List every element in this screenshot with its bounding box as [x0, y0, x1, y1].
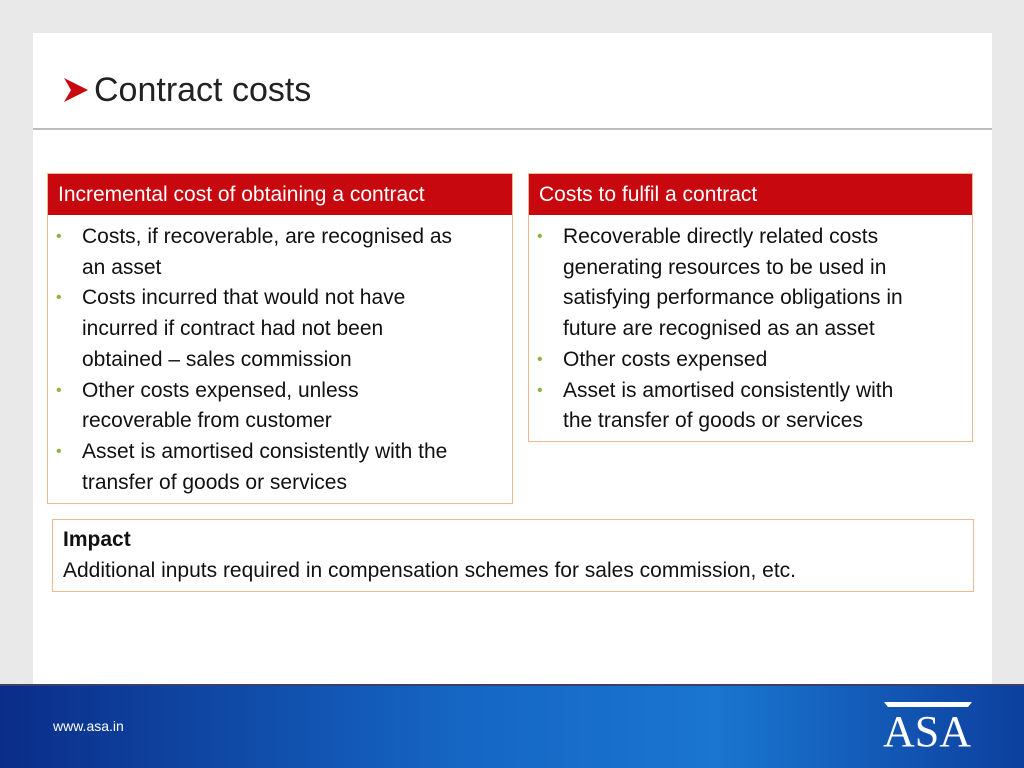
- bullet-text: Other costs expensed, unless: [82, 378, 359, 402]
- bullet-line: [529, 345, 974, 376]
- bullet-line: [48, 283, 514, 314]
- bullet-dot-icon: •: [56, 289, 62, 307]
- slide-title-text: Contract costs: [94, 70, 312, 109]
- asa-logo-text: ASA: [882, 707, 972, 752]
- bullet-text: the transfer of goods or services: [563, 409, 863, 433]
- bullet-line: [48, 437, 514, 468]
- bullet-dot-icon: •: [56, 442, 62, 460]
- bullet-line: [48, 468, 514, 499]
- box-obtaining: [47, 173, 513, 504]
- bullet-dot-icon: •: [537, 350, 543, 368]
- bullet-line: [48, 222, 514, 253]
- bullet-line: [529, 406, 974, 437]
- bullet-text: future are recognised as an asset: [563, 317, 875, 341]
- title-divider: [33, 128, 992, 130]
- bullet-dot-icon: •: [537, 381, 543, 399]
- bullet-text: an asset: [82, 255, 162, 279]
- impact-text: Additional inputs required in compensation schemes for sales commission, etc.: [63, 559, 797, 582]
- box-obtaining-list: [48, 222, 514, 498]
- bullet-text: Costs, if recoverable, are recognised as: [82, 225, 453, 248]
- bullet-text: obtained – sales commission: [82, 347, 352, 371]
- footer-edge: [0, 684, 1024, 686]
- arrow-bullet-icon: [62, 75, 90, 105]
- box-fulfil-heading: Costs to fulfil a contract: [529, 174, 972, 215]
- slide-title: [62, 68, 311, 112]
- bullet-line: [529, 314, 974, 345]
- bullet-text: incurred if contract had not been: [82, 317, 384, 341]
- bullet-text: Asset is amortised consistently with: [563, 378, 894, 402]
- bullet-dot-icon: •: [56, 228, 62, 245]
- asa-logo: [878, 702, 976, 752]
- bullet-line: [529, 253, 974, 284]
- bullet-text: generating resources to be used in: [563, 255, 887, 279]
- impact-box: [52, 519, 974, 592]
- bullet-text: satisfying performance obligations in: [563, 286, 903, 310]
- bullet-line: [48, 376, 514, 407]
- bullet-text: transfer of goods or services: [82, 470, 347, 494]
- footer-bar: [0, 684, 1024, 768]
- impact-heading: Impact: [63, 528, 131, 551]
- bullet-line: [529, 283, 974, 314]
- box-fulfil-list: [529, 222, 974, 437]
- bullet-line: [48, 314, 514, 345]
- bullet-text: recoverable from customer: [82, 409, 332, 433]
- bullet-line: [48, 345, 514, 376]
- bullet-line: [529, 222, 974, 253]
- bullet-line: [48, 406, 514, 437]
- box-fulfil: [528, 173, 973, 442]
- bullet-line: [48, 253, 514, 284]
- bullet-text: Costs incurred that would not have: [82, 286, 406, 310]
- bullet-dot-icon: •: [56, 381, 62, 399]
- box-obtaining-heading: Incremental cost of obtaining a contract: [48, 174, 512, 215]
- bullet-text: Recoverable directly related costs: [563, 225, 879, 248]
- footer-url[interactable]: www.asa.in: [53, 718, 124, 734]
- bullet-text: Other costs expensed: [563, 347, 768, 371]
- bullet-text: Asset is amortised consistently with the: [82, 439, 448, 463]
- bullet-line: [529, 376, 974, 407]
- bullet-dot-icon: •: [537, 228, 543, 245]
